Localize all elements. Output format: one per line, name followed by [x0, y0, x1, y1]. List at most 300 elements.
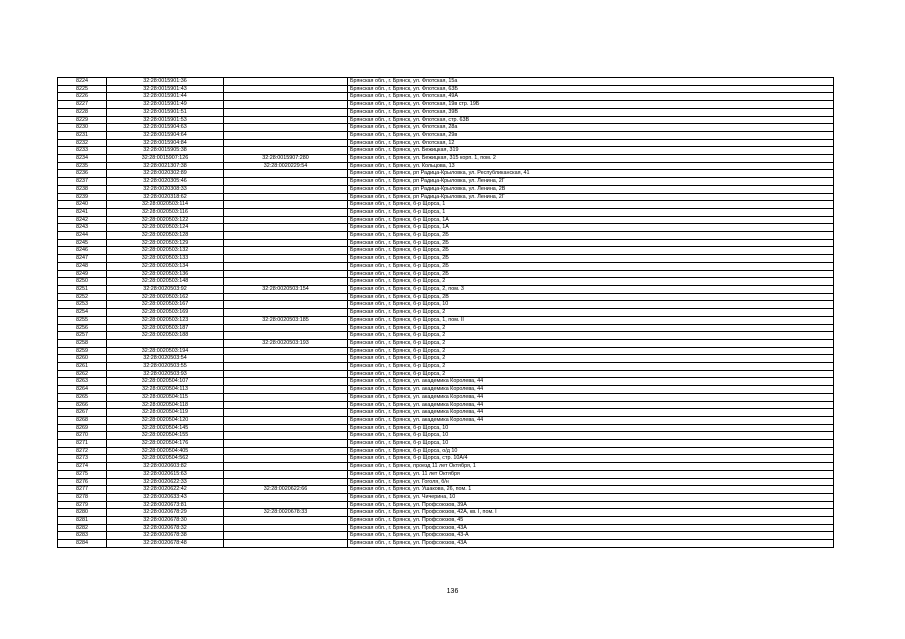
table-row — [58, 316, 834, 324]
address-cell: Брянская обл., г. Брянск, б-р Щорса, 2 — [348, 355, 834, 363]
cadastral-number-cell: 32:28:0020503:116 — [107, 208, 224, 216]
parent-cadastral-cell — [224, 147, 348, 155]
cadastral-number-cell: 32:28:0020503:194 — [107, 347, 224, 355]
row-number-cell: 8238 — [58, 185, 107, 193]
parent-cadastral-cell — [224, 78, 348, 86]
cadastral-number-cell: 32:28:0020503:167 — [107, 301, 224, 309]
parent-cadastral-cell: 32:28:0020229:54 — [224, 162, 348, 170]
parent-cadastral-cell — [224, 247, 348, 255]
table-row — [58, 147, 834, 155]
row-number-cell: 8237 — [58, 178, 107, 186]
parent-cadastral-cell — [224, 170, 348, 178]
row-number-cell: 8230 — [58, 124, 107, 132]
row-number-cell: 8284 — [58, 540, 107, 548]
address-cell: Брянская обл., г. Брянск, б-р Щорса, 2В — [348, 293, 834, 301]
cadastral-number-cell: 32:28:0020503:136 — [107, 270, 224, 278]
cadastral-number-cell: 32:28:0015904:84 — [107, 139, 224, 147]
cadastral-number-cell: 32:28:0015905:38 — [107, 147, 224, 155]
row-number-cell: 8246 — [58, 247, 107, 255]
table-row — [58, 463, 834, 471]
address-cell: Брянская обл., г. Брянск, б-р Щорса, стр. 10А/4 — [348, 455, 834, 463]
parent-cadastral-cell — [224, 409, 348, 417]
table-row — [58, 301, 834, 309]
row-number-cell: 8228 — [58, 108, 107, 116]
parent-cadastral-cell — [224, 378, 348, 386]
cadastral-number-cell: 32:28:0015901:36 — [107, 78, 224, 86]
row-number-cell: 8281 — [58, 517, 107, 525]
table-row — [58, 85, 834, 93]
address-cell: Брянская обл., г. Брянск, б-р Щорса, о/д 10 — [348, 447, 834, 455]
address-cell: Брянская обл., г. Брянск, б-р Щорса, 10 — [348, 432, 834, 440]
parent-cadastral-cell — [224, 332, 348, 340]
parent-cadastral-cell — [224, 278, 348, 286]
table-row — [58, 432, 834, 440]
table-row — [58, 401, 834, 409]
address-cell: Брянская обл., г. Брянск, ул. академика Королева, 44 — [348, 386, 834, 394]
table-body — [58, 78, 834, 548]
row-number-cell: 8261 — [58, 363, 107, 371]
cadastral-number-cell: 32:28:0020504:145 — [107, 424, 224, 432]
address-cell: Брянская обл., г. Брянск, ул. академика Королева, 44 — [348, 416, 834, 424]
table-row — [58, 363, 834, 371]
cadastral-number-cell: 32:28:0020678:32 — [107, 524, 224, 532]
table-row — [58, 478, 834, 486]
cadastral-number-cell: 32:28:0020503:129 — [107, 239, 224, 247]
address-cell: Брянская обл., г. Брянск, ул. Профсоюзов, 43А — [348, 524, 834, 532]
table-row — [58, 509, 834, 517]
table-row — [58, 224, 834, 232]
row-number-cell: 8249 — [58, 270, 107, 278]
row-number-cell: 8231 — [58, 131, 107, 139]
parent-cadastral-cell — [224, 255, 348, 263]
table-row — [58, 393, 834, 401]
cadastral-number-cell: 32:28:0020305:46 — [107, 178, 224, 186]
parent-cadastral-cell — [224, 455, 348, 463]
parent-cadastral-cell: 32:28:0020503:185 — [224, 316, 348, 324]
parent-cadastral-cell — [224, 501, 348, 509]
row-number-cell: 8276 — [58, 478, 107, 486]
address-cell: Брянская обл., г. Брянск, б-р Щорса, 2Б — [348, 239, 834, 247]
parent-cadastral-cell: 32:28:0015907:280 — [224, 155, 348, 163]
address-cell: Брянская обл., г. Брянск, ул. Профсоюзов, 43-А — [348, 532, 834, 540]
cadastral-number-cell: 32:28:0020503:132 — [107, 247, 224, 255]
cadastral-number-cell: 32:28:0020504:405 — [107, 447, 224, 455]
parent-cadastral-cell — [224, 116, 348, 124]
address-cell: Брянская обл., г. Брянск, б-р Щорса, 2Б — [348, 270, 834, 278]
cadastral-number-cell: 32:28:0020503:128 — [107, 232, 224, 240]
page-number: 136 — [446, 588, 459, 595]
row-number-cell: 8272 — [58, 447, 107, 455]
parent-cadastral-cell — [224, 386, 348, 394]
cadastral-number-cell: 32:28:0020503:92 — [107, 285, 224, 293]
address-cell: Брянская обл., г. Брянск, ул. Профсоюзов, 45 — [348, 517, 834, 525]
parent-cadastral-cell — [224, 232, 348, 240]
parent-cadastral-cell — [224, 324, 348, 332]
row-number-cell: 8240 — [58, 201, 107, 209]
parent-cadastral-cell — [224, 101, 348, 109]
cadastral-number-cell: 32:28:0021307:38 — [107, 162, 224, 170]
table-row — [58, 409, 834, 417]
parent-cadastral-cell — [224, 108, 348, 116]
cadastral-number-cell: 32:28:0020504:107 — [107, 378, 224, 386]
table-row — [58, 455, 834, 463]
cadastral-number-cell: 32:28:0020503:133 — [107, 255, 224, 263]
parent-cadastral-cell — [224, 208, 348, 216]
row-number-cell: 8266 — [58, 401, 107, 409]
cadastral-number-cell: 32:28:0020503:187 — [107, 324, 224, 332]
parent-cadastral-cell — [224, 524, 348, 532]
cadastral-number-cell: 32:28:0020678:30 — [107, 517, 224, 525]
table-row — [58, 193, 834, 201]
cadastral-number-cell: 32:28:0020504:120 — [107, 416, 224, 424]
row-number-cell: 8226 — [58, 93, 107, 101]
table-row — [58, 162, 834, 170]
cadastral-number-cell: 32:28:0020302:89 — [107, 170, 224, 178]
cadastral-number-cell: 32:28:0020504:119 — [107, 409, 224, 417]
parent-cadastral-cell — [224, 416, 348, 424]
cadastral-number-cell: 32:28:0020308:33 — [107, 185, 224, 193]
row-number-cell: 8244 — [58, 232, 107, 240]
parent-cadastral-cell: 32:28:0020622:66 — [224, 486, 348, 494]
address-cell: Брянская обл., г. Брянск, ул. Флотская, 39В — [348, 108, 834, 116]
parent-cadastral-cell — [224, 532, 348, 540]
parent-cadastral-cell — [224, 224, 348, 232]
cadastral-number-cell: 32:28:0015901:49 — [107, 101, 224, 109]
parent-cadastral-cell — [224, 493, 348, 501]
row-number-cell: 8274 — [58, 463, 107, 471]
address-cell: Брянская обл., г. Брянск, ул. Бежицкая, 315 корп. 1, пом. 2 — [348, 155, 834, 163]
address-cell: Брянская обл., г. Брянск, рп Радица-Крыловка, ул. Ленина, 2В — [348, 185, 834, 193]
cadastral-number-cell: 32:28:0020503:188 — [107, 332, 224, 340]
parent-cadastral-cell — [224, 447, 348, 455]
address-cell: Брянская обл., г. Брянск, б-р Щорса, 10 — [348, 301, 834, 309]
table-row — [58, 486, 834, 494]
row-number-cell: 8260 — [58, 355, 107, 363]
address-cell: Брянская обл., г. Брянск, рп Радица-Крыловка, ул. Ленина, 2Г — [348, 178, 834, 186]
parent-cadastral-cell — [224, 201, 348, 209]
address-cell: Брянская обл., г. Брянск, ул. академика Королева, 44 — [348, 378, 834, 386]
cadastral-number-cell: 32:28:0020622:33 — [107, 478, 224, 486]
table-row — [58, 270, 834, 278]
cadastral-number-cell: 32:28:0020503:122 — [107, 216, 224, 224]
row-number-cell: 8283 — [58, 532, 107, 540]
row-number-cell: 8270 — [58, 432, 107, 440]
row-number-cell: 8253 — [58, 301, 107, 309]
address-cell: Брянская обл., г. Брянск, б-р Щорса, 10 — [348, 424, 834, 432]
row-number-cell: 8227 — [58, 101, 107, 109]
table-row — [58, 540, 834, 548]
cadastral-number-cell: 32:28:0020673:81 — [107, 501, 224, 509]
row-number-cell: 8280 — [58, 509, 107, 517]
address-cell: Брянская обл., г. Брянск, ул. Флотская, 63Б — [348, 85, 834, 93]
cadastral-number-cell: 32:28:0020503:162 — [107, 293, 224, 301]
parent-cadastral-cell — [224, 355, 348, 363]
row-number-cell: 8259 — [58, 347, 107, 355]
address-cell: Брянская обл., г. Брянск, ул. Флотская, 49А — [348, 93, 834, 101]
parent-cadastral-cell — [224, 370, 348, 378]
address-cell: Брянская обл., г. Брянск, ул. академика Королева, 44 — [348, 393, 834, 401]
table-row — [58, 416, 834, 424]
row-number-cell: 8252 — [58, 293, 107, 301]
address-cell: Брянская обл., г. Брянск, ул. Чичерина, 10 — [348, 493, 834, 501]
row-number-cell: 8263 — [58, 378, 107, 386]
row-number-cell: 8277 — [58, 486, 107, 494]
row-number-cell: 8236 — [58, 170, 107, 178]
parent-cadastral-cell — [224, 432, 348, 440]
parent-cadastral-cell — [224, 178, 348, 186]
row-number-cell: 8275 — [58, 470, 107, 478]
cadastral-number-cell: 32:28:0020503:134 — [107, 262, 224, 270]
cadastral-number-cell: 32:28:0015901:43 — [107, 85, 224, 93]
parent-cadastral-cell — [224, 363, 348, 371]
address-cell: Брянская обл., г. Брянск, б-р Щорса, 1А — [348, 216, 834, 224]
parent-cadastral-cell — [224, 347, 348, 355]
row-number-cell: 8257 — [58, 332, 107, 340]
table-row — [58, 185, 834, 193]
table-row — [58, 339, 834, 347]
table-row — [58, 447, 834, 455]
cadastral-number-cell: 32:28:0020504:115 — [107, 393, 224, 401]
parent-cadastral-cell — [224, 139, 348, 147]
row-number-cell: 8265 — [58, 393, 107, 401]
table-row — [58, 93, 834, 101]
address-cell: Брянская обл., г. Брянск, ул. Флотская, стр. 63В — [348, 116, 834, 124]
row-number-cell: 8235 — [58, 162, 107, 170]
row-number-cell: 8247 — [58, 255, 107, 263]
parent-cadastral-cell — [224, 93, 348, 101]
parent-cadastral-cell — [224, 270, 348, 278]
row-number-cell: 8239 — [58, 193, 107, 201]
cadastral-number-cell: 32:28:0015904:64 — [107, 131, 224, 139]
row-number-cell: 8278 — [58, 493, 107, 501]
parent-cadastral-cell — [224, 85, 348, 93]
table-row — [58, 239, 834, 247]
table-row — [58, 139, 834, 147]
address-cell: Брянская обл., г. Брянск, ул. Флотская, 15а — [348, 78, 834, 86]
parent-cadastral-cell — [224, 478, 348, 486]
cadastral-number-cell: 32:28:0015907:126 — [107, 155, 224, 163]
row-number-cell: 8229 — [58, 116, 107, 124]
row-number-cell: 8254 — [58, 309, 107, 317]
parent-cadastral-cell — [224, 131, 348, 139]
cadastral-number-cell: 32:28:0020503:169 — [107, 309, 224, 317]
row-number-cell: 8224 — [58, 78, 107, 86]
cadastral-number-cell: 32:28:0020503:148 — [107, 278, 224, 286]
table-row — [58, 493, 834, 501]
parent-cadastral-cell — [224, 440, 348, 448]
row-number-cell: 8267 — [58, 409, 107, 417]
parent-cadastral-cell — [224, 293, 348, 301]
cadastral-number-cell: 32:28:0020504:118 — [107, 401, 224, 409]
row-number-cell: 8234 — [58, 155, 107, 163]
address-cell: Брянская обл., г. Брянск, ул. 11 лет Октября — [348, 470, 834, 478]
row-number-cell: 8282 — [58, 524, 107, 532]
cadastral-number-cell: 32:28:0020504:176 — [107, 440, 224, 448]
table-row — [58, 124, 834, 132]
parent-cadastral-cell: 32:28:0020678:33 — [224, 509, 348, 517]
table-row — [58, 378, 834, 386]
address-cell: Брянская обл., г. Брянск, рп Радица-Крыловка, ул. Республиканская, 41 — [348, 170, 834, 178]
cadastral-number-cell: 32:28:0020503:114 — [107, 201, 224, 209]
table-row — [58, 216, 834, 224]
table-row — [58, 255, 834, 263]
address-cell: Брянская обл., г. Брянск, б-р Щорса, 1А — [348, 224, 834, 232]
cadastral-number-cell: 32:28:0020678:29 — [107, 509, 224, 517]
row-number-cell: 8264 — [58, 386, 107, 394]
cadastral-number-cell: 32:28:0020318:62 — [107, 193, 224, 201]
table-row — [58, 347, 834, 355]
parent-cadastral-cell — [224, 393, 348, 401]
table-row — [58, 262, 834, 270]
row-number-cell: 8273 — [58, 455, 107, 463]
address-cell: Брянская обл., г. Брянск, б-р Щорса, 2 — [348, 278, 834, 286]
cadastral-number-cell: 32:28:0015901:51 — [107, 108, 224, 116]
parent-cadastral-cell — [224, 470, 348, 478]
table-row — [58, 131, 834, 139]
row-number-cell: 8262 — [58, 370, 107, 378]
table-row — [58, 470, 834, 478]
parent-cadastral-cell — [224, 262, 348, 270]
address-cell: Брянская обл., г. Брянск, ул. Бежицкая, 319 — [348, 147, 834, 155]
cadastral-number-cell: 32:28:0020504:155 — [107, 432, 224, 440]
parent-cadastral-cell — [224, 185, 348, 193]
table-row — [58, 355, 834, 363]
cadastral-number-cell: 32:28:0015901:44 — [107, 93, 224, 101]
cadastral-number-cell: 32:28:0020603:82 — [107, 463, 224, 471]
table-row — [58, 293, 834, 301]
table-row — [58, 247, 834, 255]
parent-cadastral-cell: 32:28:0020503:193 — [224, 339, 348, 347]
row-number-cell: 8225 — [58, 85, 107, 93]
address-cell: Брянская обл., г. Брянск, ул. Профсоюзов, 43А — [348, 540, 834, 548]
cadastral-number-cell: 32:28:0020615:63 — [107, 470, 224, 478]
table-row — [58, 108, 834, 116]
address-cell: Брянская обл., г. Брянск, б-р Щорса, 2Б — [348, 232, 834, 240]
address-cell: Брянская обл., г. Брянск, ул. Ушакова, 26, пом. 1 — [348, 486, 834, 494]
cadastral-number-cell: 32:28:0020503:93 — [107, 370, 224, 378]
address-cell: Брянская обл., г. Брянск, ул. Кольцова, 13 — [348, 162, 834, 170]
row-number-cell: 8241 — [58, 208, 107, 216]
table-row — [58, 285, 834, 293]
table-row — [58, 424, 834, 432]
address-cell: Брянская обл., г. Брянск, ул. академика Королева, 44 — [348, 409, 834, 417]
row-number-cell: 8233 — [58, 147, 107, 155]
address-cell: Брянская обл., г. Брянск, ул. Флотская, 19в стр. 19Б — [348, 101, 834, 109]
address-cell: Брянская обл., г. Брянск, ул. Профсоюзов, 42А, кв. I, пом. I — [348, 509, 834, 517]
address-cell: Брянская обл., г. Брянск, б-р Щорса, 2Б — [348, 247, 834, 255]
address-cell: Брянская обл., г. Брянск, б-р Щорса, 2Б — [348, 262, 834, 270]
table-row — [58, 386, 834, 394]
parent-cadastral-cell — [224, 463, 348, 471]
table-row — [58, 517, 834, 525]
row-number-cell: 8245 — [58, 239, 107, 247]
parent-cadastral-cell — [224, 517, 348, 525]
table-row — [58, 155, 834, 163]
row-number-cell: 8268 — [58, 416, 107, 424]
row-number-cell: 8271 — [58, 440, 107, 448]
parent-cadastral-cell — [224, 301, 348, 309]
cadastral-number-cell: 32:28:0020633:43 — [107, 493, 224, 501]
table-row — [58, 170, 834, 178]
row-number-cell: 8250 — [58, 278, 107, 286]
address-cell: Брянская обл., г. Брянск, б-р Щорса, 2, пом. 3 — [348, 285, 834, 293]
parent-cadastral-cell — [224, 424, 348, 432]
cadastral-number-cell: 32:28:0020504:562 — [107, 455, 224, 463]
table-row — [58, 208, 834, 216]
property-register-table — [57, 77, 834, 548]
cadastral-number-cell: 32:28:0020678:38 — [107, 532, 224, 540]
cadastral-number-cell: 32:28:0020503:55 — [107, 363, 224, 371]
cadastral-number-cell: 32:28:0020503:123 — [107, 316, 224, 324]
cadastral-number-cell: 32:28:0015901:53 — [107, 116, 224, 124]
address-cell: Брянская обл., г. Брянск, б-р Щорса, 1, пом. II — [348, 316, 834, 324]
address-cell: Брянская обл., г. Брянск, б-р Щорса, 2 — [348, 332, 834, 340]
address-cell: Брянская обл., г. Брянск, ул. Флотская, 28а — [348, 124, 834, 132]
row-number-cell: 8232 — [58, 139, 107, 147]
row-number-cell: 8258 — [58, 339, 107, 347]
row-number-cell: 8256 — [58, 324, 107, 332]
row-number-cell: 8251 — [58, 285, 107, 293]
address-cell: Брянская обл., г. Брянск, ул. академика Королева, 44 — [348, 401, 834, 409]
address-cell: Брянская обл., г. Брянск, б-р Щорса, 2 — [348, 324, 834, 332]
table-row — [58, 332, 834, 340]
parent-cadastral-cell — [224, 124, 348, 132]
table-row — [58, 116, 834, 124]
parent-cadastral-cell — [224, 309, 348, 317]
address-cell: Брянская обл., г. Брянск, рп Радица-Крыловка, ул. Ленина, 2Г — [348, 193, 834, 201]
table-row — [58, 101, 834, 109]
address-cell: Брянская обл., г. Брянск, ул. Флотская, 29в — [348, 131, 834, 139]
row-number-cell: 8255 — [58, 316, 107, 324]
address-cell: Брянская обл., г. Брянск, б-р Щорса, 2 — [348, 339, 834, 347]
address-cell: Брянская обл., г. Брянск, ул. Флотская, 12 — [348, 139, 834, 147]
cadastral-number-cell: 32:28:0020503:124 — [107, 224, 224, 232]
table-row — [58, 501, 834, 509]
table-row — [58, 309, 834, 317]
cadastral-number-cell: 32:28:0020622:42 — [107, 486, 224, 494]
cadastral-number-cell: 32:28:0020678:48 — [107, 540, 224, 548]
table-row — [58, 78, 834, 86]
cadastral-number-cell — [107, 339, 224, 347]
address-cell: Брянская обл., г. Брянск, б-р Щорса, 1 — [348, 208, 834, 216]
address-cell: Брянская обл., г. Брянск, б-р Щорса, 2 — [348, 370, 834, 378]
address-cell: Брянская обл., г. Брянск, б-р Щорса, 2 — [348, 309, 834, 317]
address-cell: Брянская обл., г. Брянск, б-р Щорса, 2 — [348, 363, 834, 371]
address-cell: Брянская обл., г. Брянск, ул. Гоголя, б/н — [348, 478, 834, 486]
parent-cadastral-cell — [224, 401, 348, 409]
table-row — [58, 324, 834, 332]
table-row — [58, 178, 834, 186]
parent-cadastral-cell: 32:28:0020503:154 — [224, 285, 348, 293]
table-row — [58, 524, 834, 532]
table-row — [58, 278, 834, 286]
row-number-cell: 8242 — [58, 216, 107, 224]
table-row — [58, 201, 834, 209]
row-number-cell: 8279 — [58, 501, 107, 509]
table-row — [58, 370, 834, 378]
address-cell: Брянская обл., г. Брянск, б-р Щорса, 10 — [348, 440, 834, 448]
cadastral-number-cell: 32:28:0015904:63 — [107, 124, 224, 132]
parent-cadastral-cell — [224, 193, 348, 201]
address-cell: Брянская обл., г. Брянск, ул. Профсоюзов, 39А — [348, 501, 834, 509]
parent-cadastral-cell — [224, 239, 348, 247]
row-number-cell: 8269 — [58, 424, 107, 432]
parent-cadastral-cell — [224, 540, 348, 548]
address-cell: Брянская обл., г. Брянск, б-р Щорса, 2Б — [348, 255, 834, 263]
table-row — [58, 440, 834, 448]
row-number-cell: 8248 — [58, 262, 107, 270]
row-number-cell: 8243 — [58, 224, 107, 232]
